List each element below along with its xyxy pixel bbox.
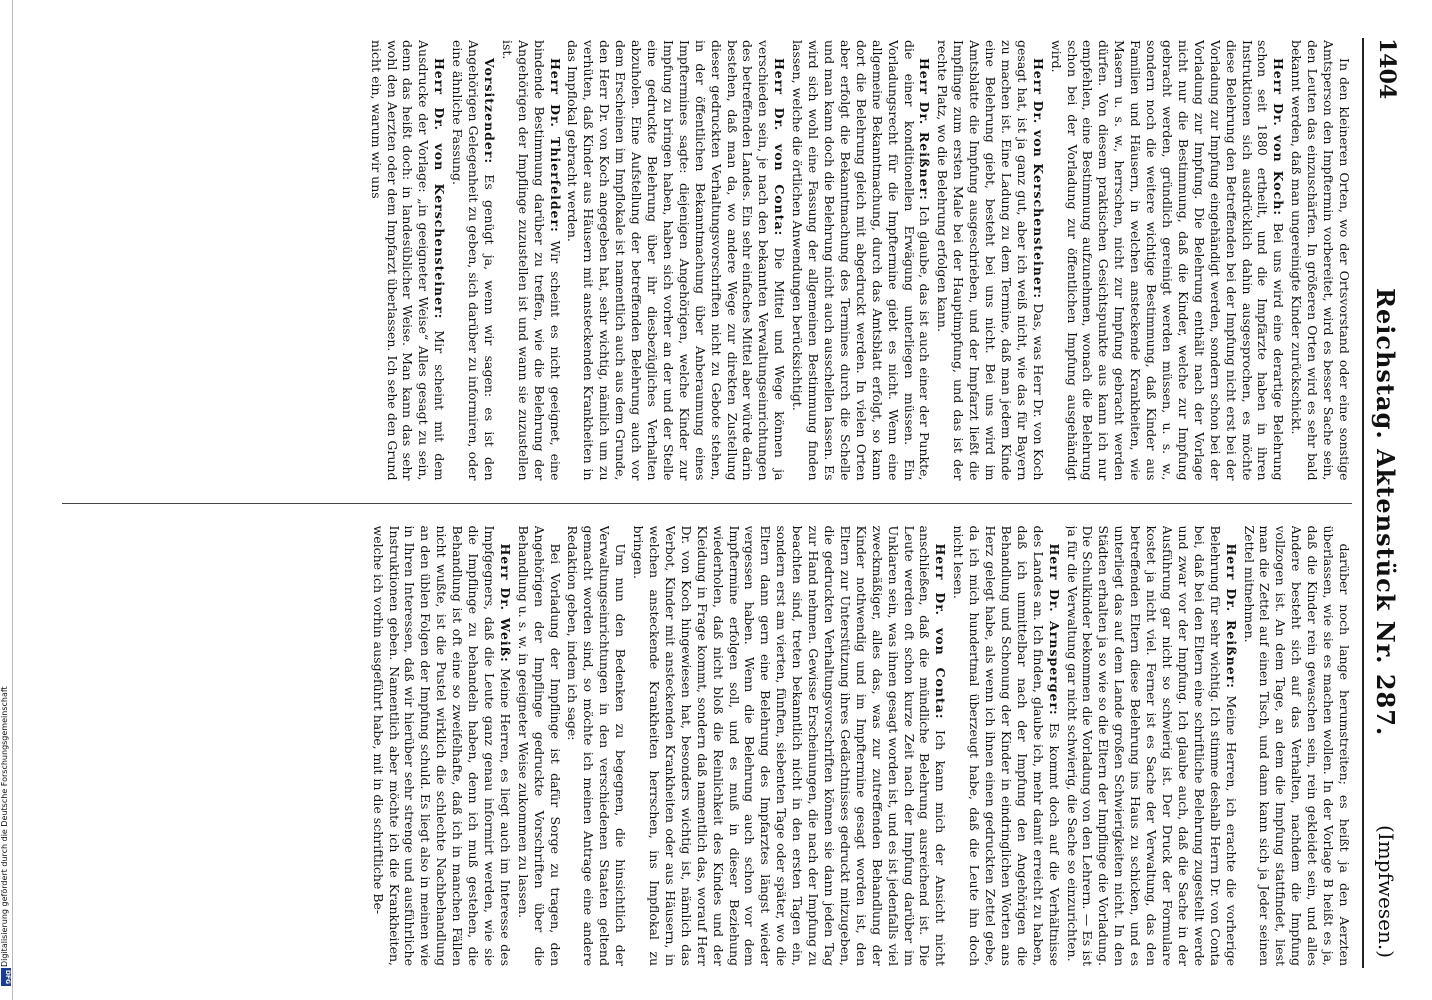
paragraph (499, 40, 563, 481)
paragraph-text: Meine Herren, ich erachte die vorherige Belehrung für sehr wichtig. Ich stimme deshalb Herrn Dr. von Conta bei, daß bei den Eltern eine schriftliche Belehrung zugestellt werde und zwar vor der Impfung. Ich glaube auch, daß die Sache in der Ausführung gar nicht so schwierig ist. Der Druck der Formulare kostet ja nicht viel. Ferner ist es Sache der Verwaltung, das den betreffenden Eltern diese Belehrung ins Haus zu schicken, und es unterliegt das auf dem Lande großen Schwierigkeiten nicht. In den Städten erhalten ja so wie so die Eltern der Impflinge die Vorladung. Die Schulkinder bekommen die Vorladung von den Lehrern. — Es ist ja für die Verwaltung gar nicht schwierig, die Sache so einzurichten. (1064, 525, 1239, 966)
speaker-name: Herr Dr. Arnsperger: (1046, 543, 1062, 716)
speaker-name: Herr Dr. Thierfelder: (547, 58, 563, 233)
paragraph (368, 40, 448, 481)
paragraph-text: Wir scheint es nicht geeignet, eine bindende Bestimmung darüber zu treffen, wie die Belehrung der Angehörigen der Impflinge zuzustellen ist und wann sie zuzustellen ist. (499, 40, 563, 481)
paragraph (630, 526, 948, 967)
paragraph (370, 526, 513, 967)
paragraph-text: Um nun den Bedenken zu begegnen, die hinsichtlich der Verwaltungseinrichtungen in den verschiedenen Staaten geltend gemacht worden sind, so möchte ich meinen Antrage eine andere Redaktion geben, indem ich sage: (565, 525, 629, 966)
paragraph-text: Es genügt ja, wenn wir sagen: es ist den Angehörigen Gelegenheit zu geben, sich darüber zu informiren, oder eine ähnliche Fassung. (450, 40, 497, 481)
speaker-name: Herr Dr. von Conta: (933, 543, 949, 720)
paragraph-text: In den kleineren Orten, wo der Ortsvorstand oder eine sonstige Amtsperson den Impftermin vorbereitet, wird es besser Sache sein, den Leuten das einzuschärfen. In größeren Orten wird es sehr bald bekannt werden, daß man ungereinigte Kinder zurückschickt. (1289, 40, 1352, 481)
right-column (62, 526, 1352, 967)
digitization-sidebar (0, 0, 13, 1000)
paragraph-text: Es kommt doch auf die Verhältnisse des Landes an. Ich finden, glaube ich, mehr damit erreicht zu haben, daß ich unmittelbar nach der Impfung den Angehörigen die Behandlung und Schonung der Kinder in eindringlichen Worten ans Herz gelegt habe, als wenn ich ihnen einen gedruckten Zettel gebe, da ich mich hundertmal überzeugt habe, daß die Leute ihn doch nicht lesen. (951, 525, 1062, 966)
speaker-name: Herr Dr. von Koch: (1271, 58, 1287, 216)
paragraph-text: Bei uns wird eine derartige Belehrung schon seit 1880 ertheilt, und die Impfärzte haben in ihren Instruktionen sich ausdrücklich dahin ausgesprochen, es möchte diese Belehrung den Betreffenden bei der Impfung nicht erst bei der Vorladung zur Impfung eingehändigt werden, sondern schon bei der Vorladung zur Impfung. Die Belehrung enthält nach der Vorlage nicht nur die Bestimmung, daß die Kinder, welche zur Impfung gebracht werden, gründlich gereinigt werden müssen, u. s. w., sondern noch die weitere wichtige Bestimmung, daß Kinder aus Familien und Häusern, in welchen ansteckende Krankheiten, wie Masern u. s. w., herrschen, nicht zur Impfung gebracht werden dürfen. Von diesem praktischen Gesichtspunkte aus kann ich nur empfehlen, eine Bestimmung aufzunehmen, wonach die Belehrung schon bei der Vorladung zur öffentlichen Impfung ausgehändigt wird. (1048, 40, 1287, 481)
paragraph-text: Mir scheint mit dem Ausdrucke der Vorlage: „in geeigneter Weise“ Alles gesagt zu sein, denn das heißt doch: in landesüblicher Weise. Man kann das sehr wohl den Aerzten oder dem Impfarzt überlassen. Ich sehe den Grund nicht ein, warum wir uns (368, 40, 448, 481)
paragraph-text: Meine Herren, es liegt auch im Interesse des Impfgegners, daß die Leute ganz genau informirt werden, wie sie die Impflinge zu behandeln haben, denn ich muß gestehen, die Behandlung ist oft eine so zweifelhafte, daß ich in manchen Fällen nicht wußte, ist die Pustel wirklich die schlechte Nachbehandlung an den üblen Folgen der Impfung schuld. Es liegt also in meinen wie in Ihren Interessen, daß wir hierüber sehr strenge und ausführliche Instruktionen geben. Namentlich aber möchte ich die Krankheiten, welche ich vorhin ausgeführt habe, mit in die schriftliche Be- (370, 525, 513, 966)
digitization-credit: Digitalisierung gefördert durch die Deutsche Forschungsgemeinschaft (0, 686, 9, 967)
speaker-name: Vorsitzender: (481, 58, 497, 165)
paragraph (950, 526, 1061, 967)
paragraph-text: Ich kann mich der Ansicht nicht anschließen, daß die mündliche Belehrung ausreichend ist. Die Leute werden oft schon kurze Zeit nach der Impfung darüber im Unklaren sein, was ihnen gesagt worden ist, und es ist jedenfalls viel zweckmäßiger, alles das, was zur zutreffenden Behandlung der Kinder nothwendig und im Impftermine gesagt worden ist, den Eltern zur Unterstützung ihres Gedächtnisses gedruckt mitzugeben, die gedruckten Verhaltungsvorschriften können sie dann jeden Tag zur Hand nehmen. Gewisse Erscheinungen, die nach der Impfung zu beachten sind, treten bekanntlich nicht in den ersten Tagen ein, sondern erst am vierten, fünften, siebenten Tage oder später, wo die Eltern dann gern eine Belehrung des Impfarztes längst wieder vergessen haben. Wenn die Belehrung auch schon vor dem Impftermine erfolgen soll, und es muß in dieser Beziehung wiederholen, daß nicht bloß die Reinlichkeit des Kindes und der Kleidung in Frage kommt, sondern daß namentlich das, worauf Herr Dr. von Koch hingewiesen hat, besonders wichtig ist, nämlich das Verbot, Kinder mit ansteckenden Krankheiten oder aus Häusern, in welchen ansteckende Krankheiten herrschen, ins Impflokal zu bringen. (631, 525, 949, 966)
paragraph-text: Das, was Herr Dr. von Koch gesagt hat, ist ja ganz gut, aber ich weiß nicht, wie das für Bayern zu machen ist. Eine Ladung zu dem Termine, daß man jedem Kinde eine Belehrung giebt, besteht bei uns nicht. Bei uns wird im Amtsblatte die Impfung ausgeschrieben, und der Impfarzt ließt die Impflinge zum ersten Male bei der Hauptimpfung, und das ist der rechte Platz, wo die Belehrung erfolgen kann. (935, 40, 1046, 481)
paragraph-text: Bei Vorladung der Impflinge ist dafür Sorge zu tragen, den Angehörigen der Impflinge gedruckte Vorschriften über die Behandlung u. s. w. in geeigneter Weise zukommen zu lassen. (515, 525, 563, 966)
running-subtitle: (Impfwesen.) (1374, 825, 1398, 958)
left-column (62, 40, 1352, 481)
speaker-name: Herr Dr. von Kerschensteiner: (432, 58, 448, 320)
paragraph-text: Ich glaube, das ist auch einer der Punkte, die einer konditionellen Erwägung unterliegen müssen. Ein Vorladungsrecht für die Impftermine giebt es nicht. Wenn eine allgemeine Bekanntmachung, durch das Amtsblatt erfolgt, so kann dort die Belehrung gleich mit abgedruckt werden. In vielen Orten aber erfolgt die Bekanntmachung des Termines durch die Schelle und man kann doch die Belehrung nicht auch ausschellen lassen. Es wird sich wohl eine Fassung der allgemeinen Bestimmung finden lassen, welche die örtlichen Anwendungen berücksichtigt. (790, 40, 933, 481)
page-number: 1404 (1374, 38, 1400, 100)
speaker-name: Herr Dr. Reißner: (1223, 543, 1239, 689)
paragraph (1064, 526, 1239, 967)
paragraph-text: Die Mittel und Wege können ja verschieden sein, je nach den bekannten Verwaltungseinrichtungen des betreffenden Landes. Ein sehr einfaches Mittel aber würde darin bestehen, daß man da, wo andere Wege zur direkten Zustellung dieser gedruckten Verhaltungsvorschriften nicht zu Gebote stehen, in der öffentlichen Bekanntmachung über Anberaumung eines Impftermines sagte: diejenigen Angehörigen, welche Kinder zur Impfung zu bringen haben, haben sich vorher an der und der Stelle eine gedruckte Belehrung über ihr diesbezügliches Verhalten abzuholen. Eine Aufstellung der betreffenden Belehrung auch vor dem Erscheinen im Impflokale ist namentlich auch aus dem Grunde, den Herr Dr. von Koch angegeben hat, sehr wichtig, nämlich um zu verhüten, daß Kinder aus Häusern mit ansteckenden Krankheiten in das Impflokal gebracht werden. (565, 40, 788, 481)
paragraph (1048, 40, 1287, 481)
page-header (1362, 38, 1404, 968)
paragraph (515, 526, 563, 967)
running-title: Reichstag. Aktenstück Nr. 287. (1371, 288, 1400, 737)
paragraph (449, 40, 497, 481)
paragraph-text: darüber noch lange herumstreiten; es heißt ja den Aerzten überlassen, wie sie es machen wollen. In der Vorlage B heißt es ja, daß die Kinder rein gewaschen sein, rein gekleidet sein, und alles Andere besteht sich auf das Verhalten, nachdem die Impfung vollzogen ist. An dem Tage, an dem die Impfung stattfindet, liest man die Zettel auf einen Tisch, und dann kann sich ja Jeder seinen Zettel mitnehmen. (1241, 525, 1352, 966)
speaker-name: Herr Dr. von Kerschensteiner: (1030, 58, 1046, 300)
paragraph (565, 40, 788, 481)
paragraph (565, 526, 629, 967)
speaker-name: Herr Dr. Weiß: (497, 543, 513, 663)
paragraph (1288, 40, 1352, 481)
text-columns (62, 40, 1352, 966)
speaker-name: Herr Dr. Reißner: (917, 58, 933, 201)
paragraph (789, 40, 932, 481)
paragraph (1241, 526, 1352, 967)
paragraph (934, 40, 1045, 481)
column-divider (62, 503, 1352, 504)
dfg-logo-icon: DFG (1, 968, 11, 986)
speaker-name: Herr Dr. von Conta: (772, 58, 788, 237)
